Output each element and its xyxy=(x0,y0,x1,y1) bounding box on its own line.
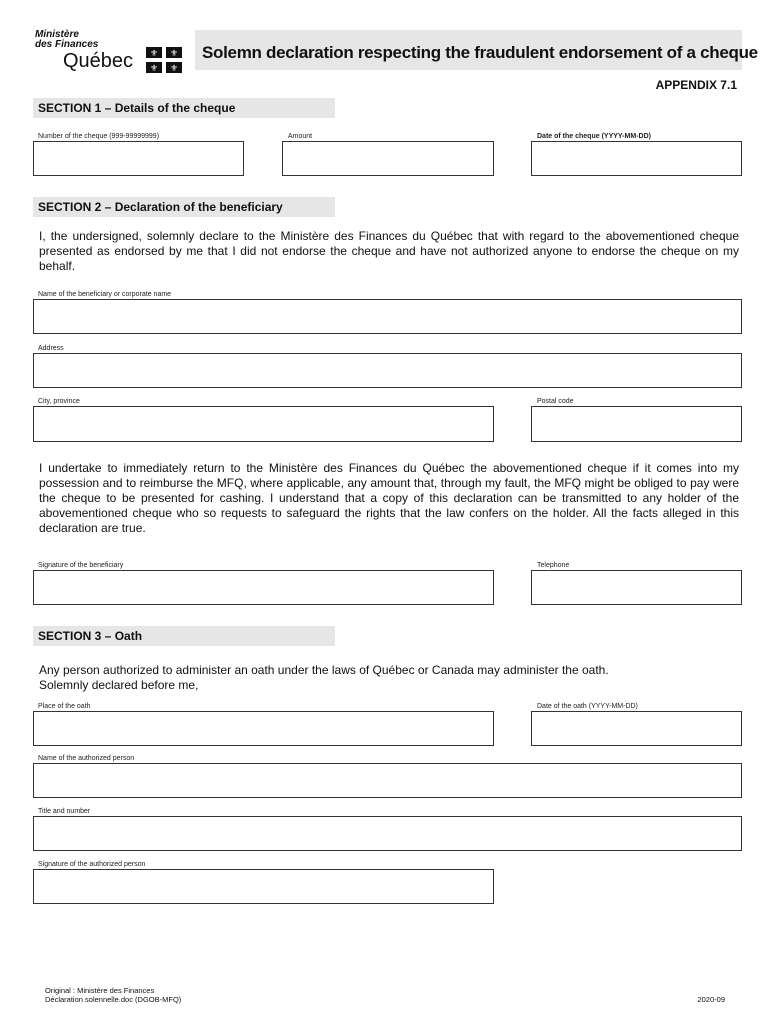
oath-place-field[interactable] xyxy=(33,711,494,746)
oath-line-2: Solemnly declared before me, xyxy=(39,678,199,692)
amount-label: Amount xyxy=(288,133,313,140)
beneficiary-signature-field[interactable] xyxy=(33,570,494,605)
beneficiary-name-label: Name of the beneficiary or corporate name xyxy=(38,291,172,298)
fleur-de-lis-flag-icon xyxy=(146,47,182,73)
address-label: Address xyxy=(38,345,64,352)
city-label: City, province xyxy=(38,398,80,405)
beneficiary-name-field[interactable] xyxy=(33,299,742,334)
city-field[interactable] xyxy=(33,406,494,442)
oath-text xyxy=(39,663,609,693)
authorized-name-label: Name of the authorized person xyxy=(38,755,135,762)
cheque-date-label: Date of the cheque (YYYY-MM-DD) xyxy=(537,133,651,140)
section-1-heading: SECTION 1 – Details of the cheque xyxy=(33,98,335,118)
authorized-name-field[interactable] xyxy=(33,763,742,798)
footer-version: 2020-09 xyxy=(697,995,725,1004)
beneficiary-signature-label: Signature of the beneficiary xyxy=(38,562,124,569)
oath-date-field[interactable] xyxy=(531,711,742,746)
telephone-label: Telephone xyxy=(537,562,570,569)
logo-line-2: des Finances xyxy=(35,39,99,50)
section-3-heading: SECTION 3 – Oath xyxy=(33,626,335,646)
cheque-date-field[interactable] xyxy=(531,141,742,176)
postal-code-field[interactable] xyxy=(531,406,742,442)
oath-date-label: Date of the oath (YYYY-MM-DD) xyxy=(537,703,638,710)
logo-ministere-text xyxy=(35,30,145,50)
appendix-label: APPENDIX 7.1 xyxy=(655,78,737,92)
authorized-signature-field[interactable] xyxy=(33,869,494,904)
svg-text:⚜: ⚜ xyxy=(169,64,179,73)
title-number-field[interactable] xyxy=(33,816,742,851)
section-2-heading: SECTION 2 – Declaration of the beneficiary xyxy=(33,197,335,217)
address-field[interactable] xyxy=(33,353,742,388)
amount-field[interactable] xyxy=(282,141,494,176)
cheque-number-field[interactable] xyxy=(33,141,244,176)
authorized-signature-label: Signature of the authorized person xyxy=(38,861,146,868)
logo-line-1: Ministère xyxy=(35,29,79,40)
svg-text:⚜: ⚜ xyxy=(149,49,159,59)
document-title: Solemn declaration respecting the fraudulent endorsement of a cheque xyxy=(202,43,758,62)
undertaking-paragraph: I undertake to immediately return to the Ministère des Finances du Québec the abovementioned cheque if it comes into my possession and to reimburse the MFQ, where applicable, any amount that, through my fault, the MFQ might be obliged to pay were the cheque to be presented for cashing. I understand that a copy of this declaration can be transmitted to any holder of the abovementioned cheque who so requests to safeguard the rights that the law confers on the holder. All the facts alleged in this declaration are true. xyxy=(39,461,739,535)
logo-quebec-text: Québec xyxy=(63,50,134,72)
footer-original: Original : Ministère des Finances xyxy=(45,986,155,995)
oath-line-1: Any person authorized to administer an oath under the laws of Québec or Canada may administer the oath. xyxy=(39,663,609,677)
postal-code-label: Postal code xyxy=(537,398,574,405)
oath-place-label: Place of the oath xyxy=(38,703,91,710)
telephone-field[interactable] xyxy=(531,570,742,605)
cheque-number-label: Number of the cheque (999-99999999) xyxy=(38,133,160,140)
svg-text:⚜: ⚜ xyxy=(149,64,159,73)
title-number-label: Title and number xyxy=(38,808,91,815)
declaration-paragraph: I, the undersigned, solemnly declare to the Ministère des Finances du Québec that with regard to the abovementioned cheque presented as endorsed by me that I did not endorse the cheque and have not authorized anyone to endorse the cheque on my behalf. xyxy=(39,229,739,273)
footer-info xyxy=(45,986,181,1004)
footer-filename: Déclaration solennelle.doc (DGOB-MFQ) xyxy=(45,995,182,1004)
svg-text:⚜: ⚜ xyxy=(169,49,179,59)
